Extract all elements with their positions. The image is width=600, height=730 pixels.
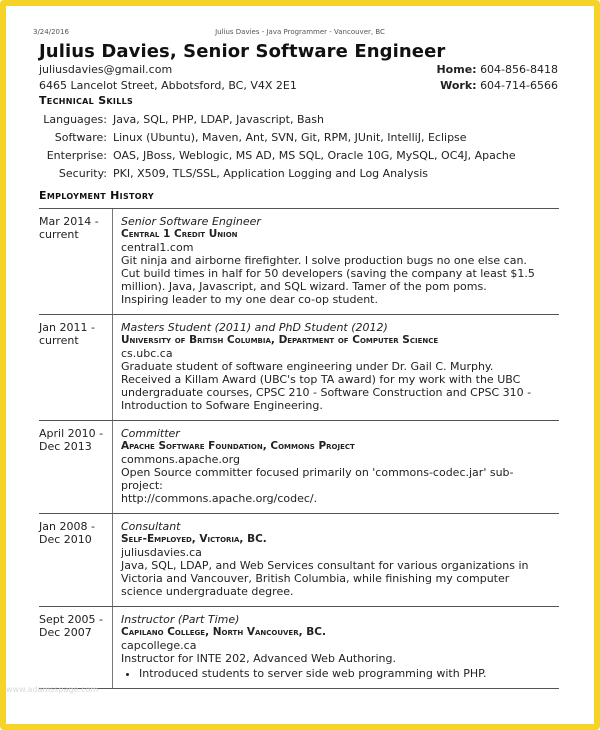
employment-description-line: http://commons.apache.org/codec/. xyxy=(121,492,318,505)
employment-date: April 2010 - xyxy=(39,427,104,440)
skill-row xyxy=(39,167,559,185)
skill-row xyxy=(39,113,559,131)
employment-body xyxy=(121,607,559,688)
employment-body xyxy=(121,421,559,513)
section-title-skills: Technical Skills xyxy=(39,94,134,107)
column-divider xyxy=(112,209,113,314)
employment-site-link[interactable]: commons.apache.org xyxy=(121,453,240,466)
employment-org: Capilano College, North Vancouver, BC. xyxy=(121,626,326,638)
contact-left xyxy=(39,62,297,94)
employment-role: Consultant xyxy=(121,520,181,533)
employment-org: Central 1 Credit Union xyxy=(121,228,238,240)
column-divider xyxy=(112,421,113,513)
skill-value: PKI, X509, TLS/SSL, Application Logging and Log Analysis xyxy=(113,167,428,180)
employment-description-line: Graduate student of software engineering under Dr. Gail C. Murphy. xyxy=(121,360,494,373)
skill-row xyxy=(39,149,559,167)
contact-right xyxy=(436,62,558,94)
employment-date: Dec 2013 xyxy=(39,440,92,453)
employment-bullets xyxy=(139,667,559,680)
employment-date: Mar 2014 - xyxy=(39,215,99,228)
skill-value: OAS, JBoss, Weblogic, MS AD, MS SQL, Oracle 10G, MySQL, OC4J, Apache xyxy=(113,149,516,162)
email-link[interactable]: juliusdavies@gmail.com xyxy=(39,63,173,76)
employment-description-line: Received a Killam Award (UBC's top TA award) for my work with the UBC xyxy=(121,373,521,386)
employment-dates xyxy=(39,520,109,546)
employment-date: current xyxy=(39,228,79,241)
employment-list xyxy=(39,208,559,689)
employment-org: Apache Software Foundation, Commons Project xyxy=(121,440,355,452)
skill-key: Security: xyxy=(58,167,107,180)
employment-org: Self-Employed, Victoria, BC. xyxy=(121,533,267,545)
employment-role: Masters Student (2011) and PhD Student (2012) xyxy=(121,321,388,334)
work-number: 604-714-6566 xyxy=(480,79,558,92)
employment-description-line: million). Java, Javascript, and SQL wizard. Tamer of the pom poms. xyxy=(121,280,487,293)
employment-description-line: Git ninja and airborne firefighter. I solve production bugs no one else can. xyxy=(121,254,527,267)
employment-role: Committer xyxy=(121,427,180,440)
employment-date: Dec 2007 xyxy=(39,626,92,639)
employment-role: Senior Software Engineer xyxy=(121,215,261,228)
home-number: 604-856-8418 xyxy=(480,63,558,76)
column-divider xyxy=(112,514,113,606)
employment-date: Jan 2011 - xyxy=(39,321,95,334)
work-phone xyxy=(436,78,558,94)
skill-row xyxy=(39,131,559,149)
employment-org: University of British Columbia, Department of Computer Science xyxy=(121,334,439,346)
section-title-employment: Employment History xyxy=(39,189,154,202)
employment-role: Instructor (Part Time) xyxy=(121,613,240,626)
employment-body xyxy=(121,315,559,420)
employment-description-line: undergraduate courses, CPSC 210 - Software Construction and CPSC 310 - xyxy=(121,386,532,399)
employment-date: current xyxy=(39,334,79,347)
skill-value: Java, SQL, PHP, LDAP, Javascript, Bash xyxy=(113,113,324,126)
resume-page xyxy=(6,6,594,724)
home-label: Home: xyxy=(436,63,477,76)
header-center-text: Julius Davies - Java Programmer - Vancouver, BC xyxy=(215,28,385,36)
employment-date: Jan 2008 - xyxy=(39,520,95,533)
skills-list xyxy=(39,113,559,185)
employment-entry xyxy=(39,607,559,689)
employment-description-line: Victoria and Vancouver, British Columbia, while finishing my computer xyxy=(121,572,510,585)
home-phone xyxy=(436,62,558,78)
employment-entry xyxy=(39,315,559,421)
employment-site-link[interactable]: juliusdavies.ca xyxy=(121,546,202,559)
column-divider xyxy=(112,607,113,688)
employment-description-line: Cut build times in half for 50 developers (saving the company at least $1.5 xyxy=(121,267,535,280)
skill-key: Languages: xyxy=(43,113,107,126)
employment-dates xyxy=(39,215,109,241)
employment-description-line: Instructor for INTE 202, Advanced Web Authoring. xyxy=(121,652,396,665)
employment-dates xyxy=(39,427,109,453)
employment-entry xyxy=(39,421,559,514)
employment-description-line: project: xyxy=(121,479,163,492)
employment-bullet: • Introduced students to server side web programming with PHP. xyxy=(139,667,559,680)
employment-date: Dec 2010 xyxy=(39,533,92,546)
skill-value: Linux (Ubuntu), Maven, Ant, SVN, Git, RPM, JUnit, IntelliJ, Eclipse xyxy=(113,131,467,144)
employment-date: Sept 2005 - xyxy=(39,613,104,626)
watermark: www.adamsspage.com xyxy=(6,685,99,694)
header-date: 3/24/2016 xyxy=(33,28,69,36)
employment-description-line: Inspiring leader to my one dear co-op student. xyxy=(121,293,378,306)
column-divider xyxy=(112,315,113,420)
resume-name: Julius Davies, Senior Software Engineer xyxy=(39,41,446,62)
employment-entry xyxy=(39,209,559,315)
address: 6465 Lancelot Street, Abbotsford, BC, V4X 2E1 xyxy=(39,79,297,92)
employment-description-line: Java, SQL, LDAP, and Web Services consultant for various organizations in xyxy=(121,559,529,572)
employment-description-line: Introduction to Sofware Engineering. xyxy=(121,399,323,412)
skill-key: Enterprise: xyxy=(46,149,107,162)
employment-site-link[interactable]: capcollege.ca xyxy=(121,639,197,652)
employment-entry xyxy=(39,514,559,607)
employment-dates xyxy=(39,613,109,639)
employment-description-line: Open Source committer focused primarily on 'commons-codec.jar' sub- xyxy=(121,466,514,479)
skill-key: Software: xyxy=(54,131,107,144)
employment-body xyxy=(121,209,559,314)
employment-site-link[interactable]: central1.com xyxy=(121,241,194,254)
employment-dates xyxy=(39,321,109,347)
employment-body xyxy=(121,514,559,606)
employment-description-line: science undergraduate degree. xyxy=(121,585,294,598)
employment-site-link[interactable]: cs.ubc.ca xyxy=(121,347,173,360)
work-label: Work: xyxy=(440,79,477,92)
